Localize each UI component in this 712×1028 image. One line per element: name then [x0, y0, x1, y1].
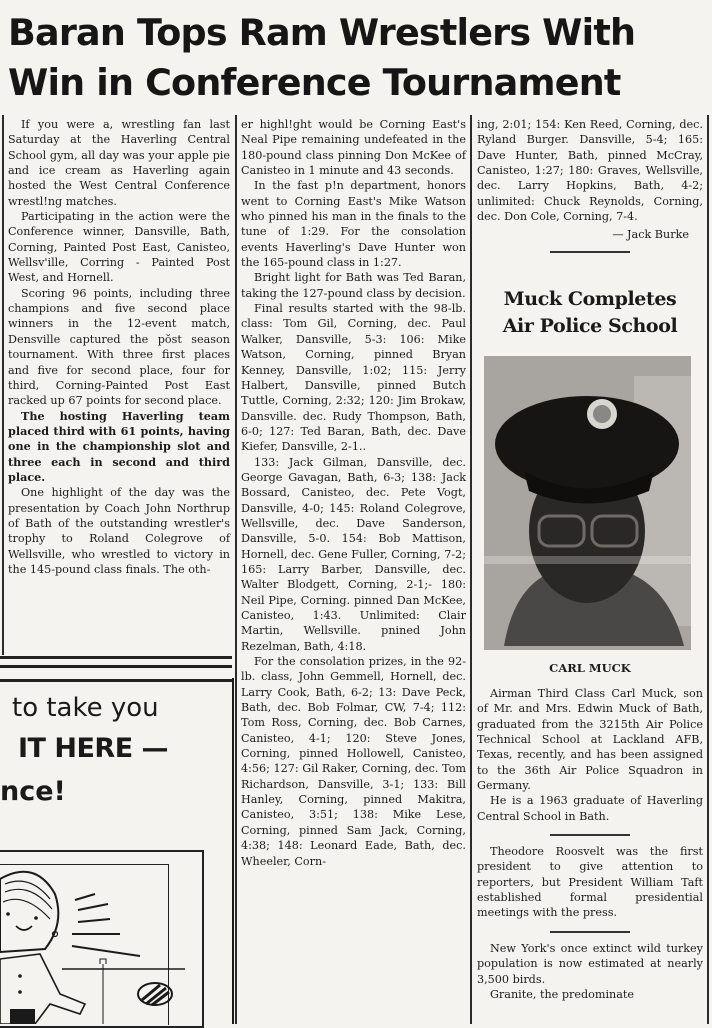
section-rule — [550, 931, 630, 933]
article-paragraph: In the fast p!n department, honors went to Corning East's Mike Watson who pinned his man in the finals to the tune of 1:29. For the consolation events Haverling's Dave Hunter won the 165-pound class in 1:27. — [241, 179, 466, 270]
ad-text-line-3: nce! — [0, 776, 66, 807]
article-column-1 — [8, 117, 230, 577]
article-paragraph: er highl!ght would be Corning East's Neal Pipe remaining undefeated in the 180-pound class pinning Don McKee of Canisteo in 1 minute and 43 seconds. — [241, 118, 466, 178]
article-paragraph: Scoring 96 points, including three champions and five second place winners in the 12-event match, Densville captured the pŏst season tournament. With three first places and five for second place, four for third, Corning-Painted Post East racked up 67 points for second place. — [8, 286, 230, 408]
article-column-2 — [241, 117, 466, 869]
article-paragraph: ing, 2:01; 154: Ken Reed, Corning, dec. Ryland Burger. Dansville, 5-4; 165: Dave Hunter, Bath, pinned McCray, Canisteo, 1:27; 180: Graves, Wellsville, dec. Larry Hopkins, Bath, 4-2; unlimited: Chuck Reynolds, Corning, dec. Don Cole, Corning, 7-4. — [477, 118, 703, 224]
section-rule — [550, 834, 630, 836]
muck-headline — [477, 286, 703, 340]
column-divider — [707, 115, 709, 1024]
article-paragraph: Final results started with the 98-lb. class: Tom Gil, Corning, dec. Paul Walker, Dansville, 5-3: 106: Mike Watson, Corning, pinned Bryan Kenney, Dansville, 1:02; 115: Jerry Halbert, Dansville, pinned Butch Tuttle, Corning, 2:32; 120: Jim Brokaw, Dansville. dec. Rudy Thompson, Bath, 6-0; 127: Ted Baran, Bath, dec. Dave Kiefer, Dansville, 2-1.. — [241, 302, 466, 454]
muck-headline-line-2: Air Police School — [502, 315, 678, 337]
portrait-illustration — [484, 356, 691, 650]
section-rule — [550, 251, 630, 253]
article-paragraph: 133: Jack Gilman, Dansville, dec. George Gavagan, Bath, 6-3; 138: Jack Bossard, Canisteo, dec. Pete Vogt, Dansville, 4-0; 145: Roland Colegrove, Wellsville, dec. Dave Sanderson, Dansville, 5-0. 154: Bob Mattison, Hornell, dec. Gene Fuller, Corning, 7-2; 165: Larry Barber, Dansville, dec. Walter Blodgett, Corning, 2-1;- 180: Neil Pipe, Corning. pinned Dan McKee, Canisteo, 1:43. Unlimited: Clair Martin, Wellsville. pnined John Rezelman, Bath, 4:18. — [241, 455, 466, 653]
ad-text-line-2: IT HERE — — [18, 733, 169, 764]
article-column-3 — [477, 117, 703, 253]
column-divider — [2, 115, 4, 655]
muck-headline-line-1: Muck Completes — [503, 288, 677, 310]
muck-article — [477, 686, 703, 1002]
ad-cartoon-woman-illustration — [0, 864, 200, 1024]
photo-caption: CARL MUCK — [549, 661, 631, 675]
column-divider — [470, 115, 472, 1024]
ad-text-line-1: to take you — [12, 693, 159, 723]
article-paragraph: One highlight of the day was the presentation by Coach John Northrup of Bath of the outstanding wrestler's trophy to Roland Colegrove of Wellsville, who wrestled to victory in the 145-pound class finals. The oth- — [8, 486, 230, 576]
article-paragraph: Airman Third Class Carl Muck, son of Mr. and Mrs. Edwin Muck of Bath, graduated from the 3215th Air Police Technical School at Lackland AFB, Texas, recently, and has been assigned to the 36th Air Police Squadron in Germany. — [477, 687, 703, 793]
filler-paragraph: Granite, the predominate — [490, 987, 635, 1001]
article-headline — [8, 8, 708, 108]
byline: — Jack Burke — [612, 228, 689, 242]
article-paragraph: If you were a, wrestling fan last Saturday at the Haverling Central School gym, all day was your apple pie and ice cream as Haverling again hosted the West Central Conference wrestl!ng matches. — [8, 118, 230, 208]
article-paragraph: For the consolation prizes, in the 92-lb. class, John Gemmell, Hornell, dec. Larry Cook, Bath, 6-2; 13: Dave Peck, Bath, dec. Bob Folmar, CW, 7-4; 112: Tom Ross, Corning, dec. Bob Carnes, Canisteo, 4-1; 120: Steve Jones, Corning, pinned Hollowell, Canisteo, 4:56; 127: Gil Raker, Corning, dec. Tom Richardson, Dansville, 3-1; 133: Bill Hanley, Corning, pinned Makitra, Canisteo, 3:51; 138: Mike Lese, Corning, pinned Sam Jack, Corning, 4:38; 148: Leonard Eade, Bath, dec. Wheeler, Corn- — [241, 655, 466, 868]
article-paragraph: Participating in the action were the Conference winner, Dansville, Bath, Corning, Painted Post East, Canisteo, Wellsv'ille, Corring - Painted Post West, and Hornell. — [8, 210, 230, 285]
article-paragraph: He is a 1963 graduate of Haverling Central School in Bath. — [477, 794, 703, 823]
article-paragraph: Bright light for Bath was Ted Baran, taking the 127-pound class by decision. — [241, 271, 466, 300]
headline-line-2: Win in Conference Tournament — [8, 61, 621, 104]
column-divider — [235, 115, 237, 1024]
filler-paragraph: Theodore Roosvelt was the first president to give attention to reporters, but President William Taft established formal presidential meetings with the press. — [477, 845, 703, 920]
article-paragraph-bold: The hosting Haverling team placed third with 61 points, having one in the championship slot and three each in second and third place. — [8, 408, 230, 484]
filler-paragraph: New York's once extinct wild turkey population is now estimated at nearly 3,500 birds. — [477, 941, 703, 986]
headline-line-1: Baran Tops Ram Wrestlers With — [8, 11, 636, 54]
portrait-photo — [484, 356, 691, 650]
